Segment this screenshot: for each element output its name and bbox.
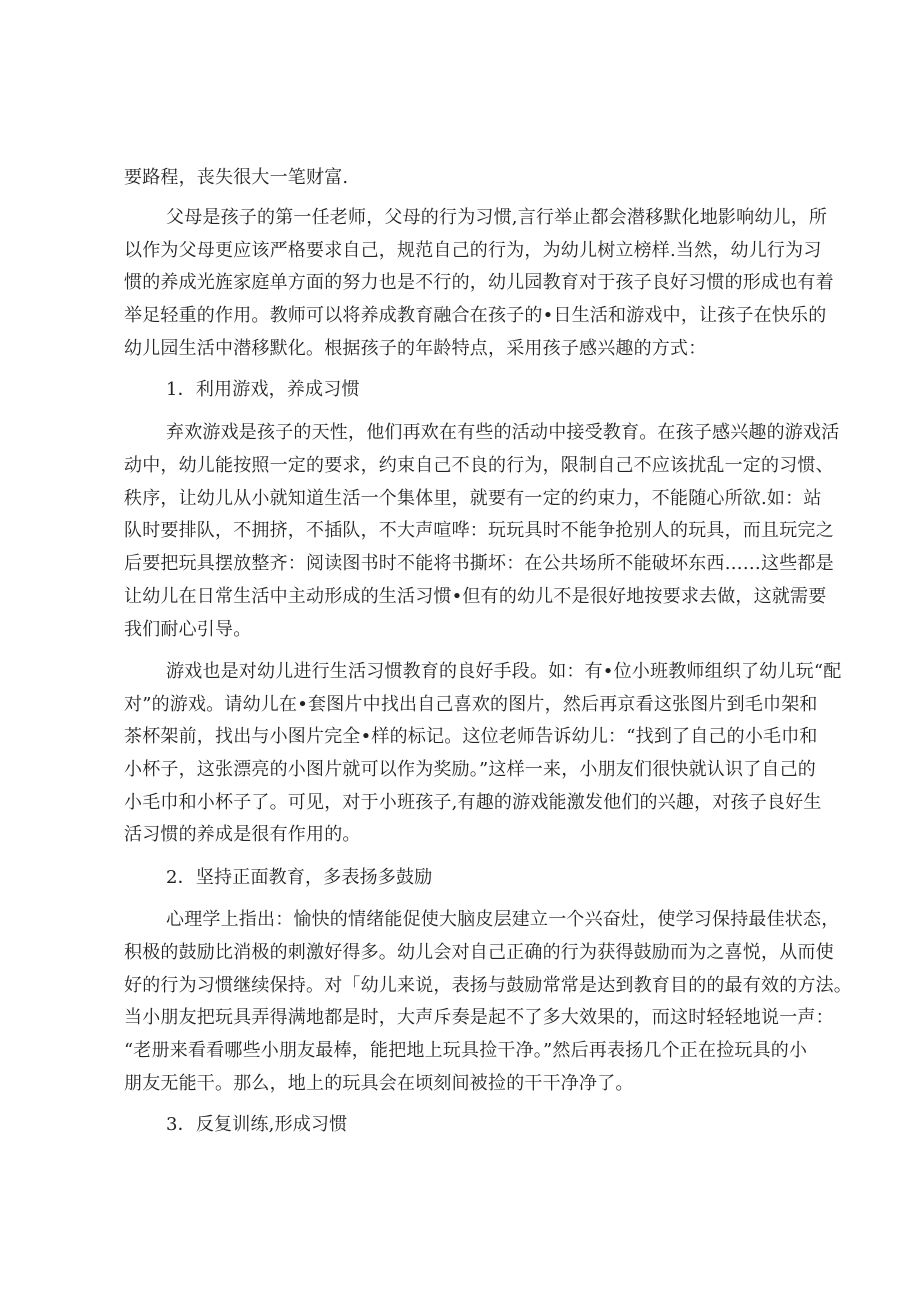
section-heading: 2．坚持正面教育，多表扬多鼓励 xyxy=(166,867,433,888)
text-line: 以作为父母更应该严格要求自己，规范自己的行为，为幼儿树立榜样.当然，幼儿行为习 xyxy=(124,240,822,261)
text-line: 当小朋友把玩具弄得满地都是时，大声斥奏是起不了多大效果的，而这时轻轻地说一声： xyxy=(124,1007,834,1028)
text-line: 小毛巾和小杯子了。可见，对于小班孩子,有趣的游戏能激发他们的兴趣，对孩子良好生 xyxy=(124,792,822,813)
text-line: 秩序，让幼儿从小就知道生活一个集体里，就要有一定的约束力，不能随心所欲.如：站 xyxy=(124,488,822,509)
section-heading: 1．利用游戏，养成习惯 xyxy=(166,379,360,400)
text-line: 幼儿园生活中潜移默化。根据孩子的年龄特点，采用孩子感兴趣的方式： xyxy=(124,338,707,359)
text-line: 积极的鼓励比消极的刺激好得多。幼儿会对自己正确的行为获得鼓励而为之喜悦，从而使 xyxy=(124,942,834,963)
paragraph-line: 父母是孩子的第一任老师，父母的行为习惯,言行举止都会潜移默化地影响幼儿，所 xyxy=(166,207,828,228)
text-line: 要路程，丧失很大一笔财富. xyxy=(124,167,349,188)
text-line: 我们耐心引导。 xyxy=(124,619,252,640)
text-line: 队时要排队，不拥挤，不插队，不大声喧哗：玩玩具时不能争抢别人的玩具，而且玩完之 xyxy=(124,520,834,541)
section-heading: 3．反复训练,形成习惯 xyxy=(166,1114,348,1135)
paragraph-line: 弃欢游戏是孩子的天性，他们再欢在有些的活动中接受教育。在孩子感兴趣的游戏活 xyxy=(166,422,840,443)
paragraph-line: 游戏也是对幼儿进行生活习惯教育的良好手段。如：有•位小班教师组织了幼儿玩“配 xyxy=(166,661,842,682)
text-line: 朋友无能干。那么，地上的玩具会在顷刻间被捡的干干净净了。 xyxy=(124,1073,634,1094)
text-line: 对”的游戏。请幼儿在•套图片中找出自己喜欢的图片，然后再京看这张图片到毛巾架和 xyxy=(124,694,818,715)
text-line: “老册来看看哪些小朋友最棒，能把地上玩具捡干净。”然后再表扬几个正在捡玩具的小 xyxy=(124,1040,808,1061)
text-line: 茶杯架前，找出与小图片完全•样的标记。这位老师告诉幼儿：“找到了自己的小毛巾和 xyxy=(124,726,818,747)
text-line: 让幼儿在日常生活中主动形成的生活习惯•但有的幼儿不是很好地按要求去做，这就需要 xyxy=(124,586,827,607)
text-line: 后要把玩具摆放整齐：阅读图书时不能将书撕坏：在公共场所不能破坏东西……这些都是 xyxy=(124,553,834,574)
text-line: 动中，幼儿能按照一定的要求，约束自己不良的行为，限制自己不应该扰乱一定的习惯、 xyxy=(124,455,834,476)
paragraph-line: 心理学上指出：愉快的情绪能促使大脑皮层建立一个兴奋灶，使学习保持最佳状态， xyxy=(166,909,840,930)
text-line: 惯的养成光旌家庭单方面的努力也是不行的，幼儿园教育对于孩子良好习惯的形成也有着 xyxy=(124,272,834,293)
text-line: 举足轻重的作用。教师可以将养成教育融合在孩子的•日生活和游戏中，让孩子在快乐的 xyxy=(124,305,827,326)
text-line: 小杯子，这张漂亮的小图片就可以作为奖励。”这样一来，小朋友们很快就认识了自己的 xyxy=(124,759,816,780)
text-line: 活习惯的养成是很有作用的。 xyxy=(124,824,361,845)
text-line: 好的行为习惯继续保持。对「幼儿来说，表扬与鼓励常常是达到教育目的的最有效的方法。 xyxy=(124,975,852,996)
